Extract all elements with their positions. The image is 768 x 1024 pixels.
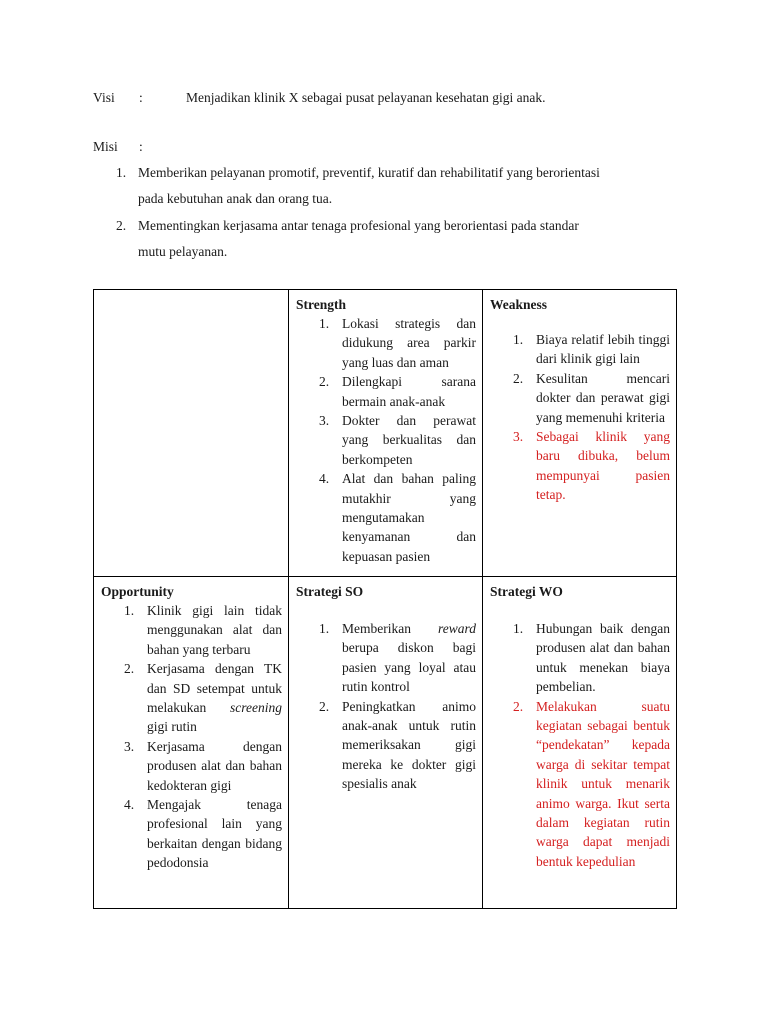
list-item-text: Biaya relatif lebih tinggi dari klinik gigi lain bbox=[536, 332, 670, 367]
list-item-number: 2. bbox=[124, 661, 135, 677]
list-item-number: 2. bbox=[319, 374, 330, 390]
strategi-so-cell bbox=[289, 577, 483, 909]
list-item-text: Klinik gigi lain tidak menggunakan alat dan bahan yang terbaru bbox=[147, 603, 282, 657]
list-item bbox=[101, 601, 282, 659]
list-item-number: 1. bbox=[513, 621, 524, 636]
list-item bbox=[296, 619, 476, 697]
misi-label: Misi bbox=[93, 139, 118, 154]
list-item-number: 1. bbox=[319, 316, 330, 331]
list-item-number: 2. bbox=[513, 370, 524, 386]
strategi-wo-list bbox=[490, 619, 670, 871]
strength-list bbox=[296, 314, 476, 566]
misi-item-number: 2. bbox=[116, 218, 127, 233]
list-item bbox=[296, 697, 476, 794]
visi-label: Visi bbox=[93, 90, 115, 105]
list-item-highlighted bbox=[490, 427, 670, 505]
weakness-list bbox=[490, 330, 670, 505]
list-item bbox=[490, 619, 670, 697]
list-item-number: 2. bbox=[319, 698, 330, 714]
list-item bbox=[296, 411, 476, 469]
list-item bbox=[296, 469, 476, 566]
misi-heading bbox=[93, 137, 293, 157]
opportunity-heading: Opportunity bbox=[101, 584, 174, 599]
list-item-number: 2. bbox=[513, 698, 524, 714]
list-item-number: 1. bbox=[124, 603, 135, 618]
misi-list bbox=[116, 160, 676, 266]
misi-item bbox=[116, 213, 676, 265]
list-item-number: 4. bbox=[124, 797, 135, 813]
list-item-number: 1. bbox=[319, 621, 330, 636]
weakness-heading: Weakness bbox=[490, 297, 548, 312]
swot-table bbox=[93, 289, 677, 909]
misi-item-line: Memberikan pelayanan promotif, preventif, kuratif dan rehabilitatif yang berorientasi bbox=[138, 165, 600, 180]
misi-item-number: 1. bbox=[116, 165, 127, 180]
list-item-text: Dilengkapi sarana bermain anak-anak bbox=[342, 374, 476, 409]
list-item-text: Melakukan suatu kegiatan sebagai bentuk “pendekatan” kepada warga di sekitar tempat klinik untuk menarik animo warga. Ikut serta dalam kegiatan rutin warga dapat menjadi bentuk kepedulian bbox=[536, 698, 670, 869]
list-item-text: Dokter dan perawat yang berkualitas dan berkompeten bbox=[342, 413, 476, 467]
list-item-text: Alat dan bahan paling mutakhir yang mengutamakan kenyamanan dan kepuasan pasien bbox=[342, 471, 476, 564]
list-item bbox=[101, 737, 282, 795]
list-item-text: gigi rutin bbox=[147, 719, 197, 735]
misi-item-line: Mementingkan kerjasama antar tenaga profesional yang berorientasi pada standar bbox=[138, 218, 579, 233]
list-item-text: Kerjasama dengan produsen alat dan bahan kedokteran gigi bbox=[147, 738, 282, 793]
list-item-number: 4. bbox=[319, 471, 330, 487]
list-item-text: berupa diskon bagi pasien yang loyal atau rutin kontrol bbox=[342, 640, 476, 695]
list-item-text: Hubungan baik dengan produsen alat dan bahan untuk menekan biaya pembelian. bbox=[536, 621, 670, 695]
strength-cell bbox=[289, 290, 483, 577]
list-item bbox=[101, 795, 282, 873]
misi-item-line: pada kebutuhan anak dan orang tua. bbox=[138, 191, 333, 206]
misi-item-line: mutu pelayanan. bbox=[138, 244, 228, 259]
strategi-wo-cell bbox=[483, 577, 677, 909]
visi-text: Menjadikan klinik X sebagai pusat pelayanan kesehatan gigi anak. bbox=[186, 90, 546, 105]
opportunity-cell bbox=[94, 577, 289, 909]
list-item-text: Memberikan bbox=[342, 621, 438, 636]
list-item bbox=[490, 330, 670, 369]
list-item bbox=[101, 659, 282, 737]
list-item-text: Sebagai klinik yang baru dibuka, belum mempunyai pasien tetap. bbox=[536, 429, 670, 503]
list-item-text: Kesulitan mencari dokter dan perawat gigi yang memenuhi kriteria bbox=[536, 370, 670, 425]
empty-corner-cell bbox=[94, 290, 289, 577]
list-item-text: Lokasi strategis dan didukung area parkir yang luas dan aman bbox=[342, 316, 476, 370]
misi-item bbox=[116, 160, 676, 212]
misi-colon: : bbox=[139, 139, 143, 154]
list-item bbox=[296, 372, 476, 411]
list-item-emphasis: screening bbox=[230, 700, 282, 716]
list-item-text: Mengajak tenaga profesional lain yang berkaitan dengan bidang pedodonsia bbox=[147, 797, 282, 871]
list-item-number: 3. bbox=[124, 738, 135, 754]
list-item-text: Peningkatkan animo anak-anak untuk rutin memeriksakan gigi mereka ke dokter gigi spesialis anak bbox=[342, 698, 476, 792]
strength-heading: Strength bbox=[296, 297, 347, 312]
list-item-text: Kerjasama dengan TK dan SD setempat untuk melakukan bbox=[147, 661, 282, 716]
list-item-number: 3. bbox=[513, 429, 524, 445]
list-item-number: 1. bbox=[513, 332, 524, 347]
strategi-so-list bbox=[296, 619, 476, 794]
list-item-number: 3. bbox=[319, 413, 330, 429]
weakness-cell bbox=[483, 290, 677, 577]
strategi-wo-heading: Strategi WO bbox=[490, 584, 563, 599]
strategi-so-heading: Strategi SO bbox=[296, 584, 364, 599]
list-item-emphasis: reward bbox=[437, 621, 476, 636]
list-item bbox=[296, 314, 476, 372]
list-item bbox=[490, 369, 670, 427]
list-item-highlighted bbox=[490, 697, 670, 872]
opportunity-list bbox=[101, 601, 282, 873]
visi-colon: : bbox=[139, 90, 143, 105]
